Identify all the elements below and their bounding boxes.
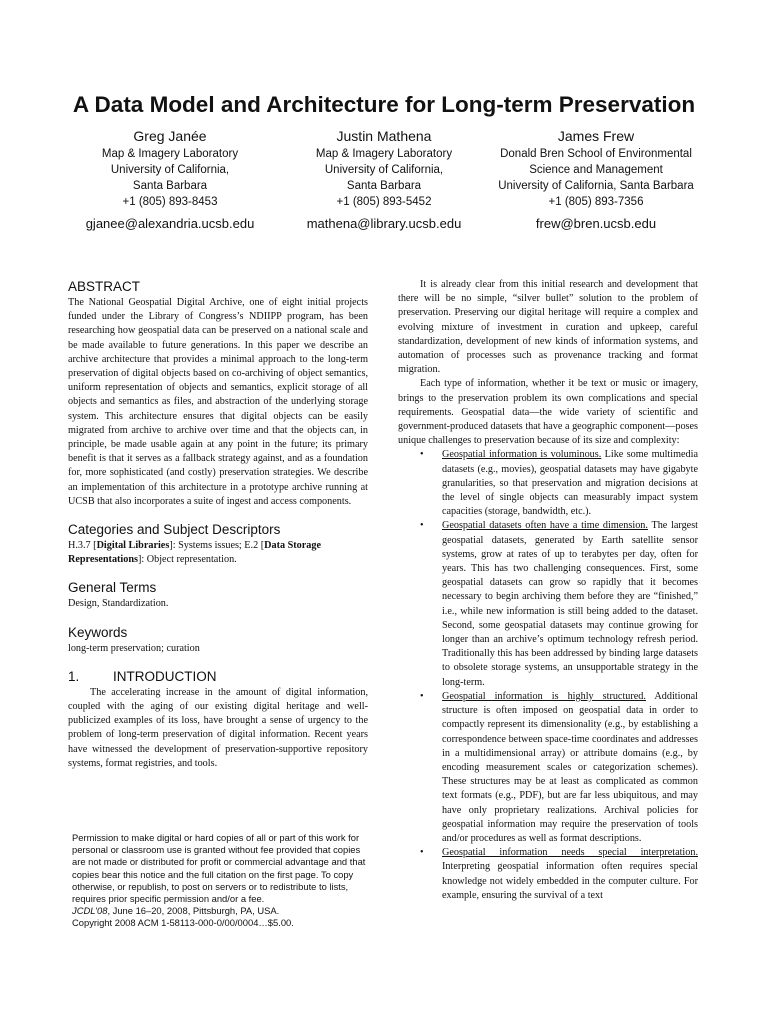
author-affiliation-line: Map & Imagery Laboratory bbox=[101, 148, 239, 160]
author-1 bbox=[60, 126, 280, 232]
author-email: frew@bren.ucsb.edu bbox=[535, 216, 657, 231]
keywords-heading: Keywords bbox=[68, 624, 128, 640]
abstract-text: The National Geospatial Digital Archive, one of eight initial projects funded under the Library of Congress’s NDIIPP program, has been researching how geospatial data can be preserved on a national scale and be made available to future generations. In this paper we describe an archive architecture that provides a minimal approach to the long-term preservation of digital objects based on co-archiving of object semantics, uniform representation of objects and semantics, explicit storage of all objects and semantics as files, and abstraction of the underlying storage system. This architecture ensures that digital objects can be easily migrated from archive to archive over time and that the objects can, in principle, be made usable again at any point in the future; its primary benefit is that it serves as a fallback strategy against, and as a foundation for, more sophisticated (and costly) preservation strategies. We describe an implementation of this architecture in a prototype archive running at UCSB that also incorporates a suite of ingest and access components. bbox=[68, 297, 368, 507]
introduction-text: The accelerating increase in the amount of digital information, coupled with the aging of our existing digital heritage and well-publicized examples of its loss, have brought a sense of urgency to the problem of long-term preservation of digital information. Recent years have witnessed the development of preservation-supportive repository systems, format registries, and tools. bbox=[68, 686, 368, 769]
bullet-icon: • bbox=[420, 690, 424, 702]
author-affiliation-line: Santa Barbara bbox=[132, 180, 208, 192]
right-column bbox=[398, 278, 698, 903]
author-affiliation-line: Map & Imagery Laboratory bbox=[315, 148, 453, 160]
author-affiliation-line: Santa Barbara bbox=[346, 180, 422, 192]
list-item: • Geospatial information is highly structured. Additional structure is often imposed on geospatial data in order to compactly represent its dimensionality (e.g., by establishing a correspondence between space-time coordinates and addresses in a multidimensional array) or attribute domains (e.g., by encoding measurement scales or categorization schemes). These structures may be at least as complicated as common text formats (e.g., PDF), but are far less ubiquitous, and may have only proprietary realizations. Archival policies for geospatial information may require the preservation of tools and/or procedures as well as format descriptions. bbox=[420, 690, 699, 844]
section-title: INTRODUCTION bbox=[113, 668, 217, 684]
paragraph: It is already clear from this initial research and development that there will be no simple, “silver bullet” solution to the problem of preservation. Preserving our digital heritage will require a complex and evolving mixture of investment in curation and upkeep, careful standardization, development of new kinds of information systems, and automation of processes such as provenance tracking and format migration. bbox=[398, 279, 698, 376]
section-number: 1. bbox=[68, 668, 80, 684]
venue-line: JCDL’08, June 16–20, 2008, Pittsburgh, PA, USA. bbox=[72, 905, 280, 917]
left-column bbox=[68, 278, 368, 771]
author-email: gjanee@alexandria.ucsb.edu bbox=[85, 216, 255, 231]
introduction-heading bbox=[68, 668, 368, 686]
author-2 bbox=[274, 126, 494, 232]
paragraph: Each type of information, whether it be text or music or imagery, brings to the preservation problem its own complications and special requirements. Geospatial data—the wide variety of scientific and government-produced datasets that have a geographic component—poses unique challenges to preservation because of its size and complexity: bbox=[398, 378, 698, 447]
permission-notice bbox=[72, 832, 368, 930]
list-item: • Geospatial information is voluminous. Like some multimedia datasets (e.g., movies), geospatial datasets may have gigabyte granularities, so that preservation and migration decisions at the level of single objects can measurably impact system capacities (storage, bandwidth, etc.). bbox=[420, 449, 698, 518]
general-terms-text: Design, Standardization. bbox=[68, 598, 169, 610]
bullet-list bbox=[398, 448, 698, 903]
author-affiliation-line: University of California, bbox=[324, 164, 444, 176]
author-phone: +1 (805) 893-7356 bbox=[548, 196, 644, 208]
bullet-icon: • bbox=[420, 520, 424, 532]
keywords-text: long-term preservation; curation bbox=[68, 642, 200, 654]
author-phone: +1 (805) 893-8453 bbox=[122, 196, 218, 208]
list-item: • Geospatial information needs special interpretation. Interpreting geospatial information often requires special knowledge not widely embedded in the computer culture. For example, ensuring the survival of a text bbox=[420, 847, 698, 901]
author-email: mathena@library.ucsb.edu bbox=[306, 216, 462, 231]
categories-heading: Categories and Subject Descriptors bbox=[68, 522, 281, 538]
author-name: Justin Mathena bbox=[336, 128, 432, 144]
author-name: Greg Janée bbox=[133, 128, 207, 144]
list-item: • Geospatial datasets often have a time dimension. The largest geospatial datasets, generated by Earth satellite sensor systems, grow at rates of up to terabytes per day, often for years. This has two challenging consequences. First, some geospatial datasets can grow so rapidly that it becomes necessary to begin archiving them before they are “finished,” i.e., while new information is still being added to the dataset. Second, some geospatial datasets may continue growing for longer than an archive’s optimum technology refresh period. Traditionally this has been addressed by binding large datasets to obsolete storage systems, an unsupportable strategy in the long-term. bbox=[420, 520, 699, 688]
author-phone: +1 (805) 893-5452 bbox=[336, 196, 432, 208]
paper-title: A Data Model and Architecture for Long-term Preservation bbox=[72, 92, 696, 117]
author-affiliation-line: Donald Bren School of Environmental bbox=[500, 148, 692, 160]
copyright-line: Copyright 2008 ACM 1-58113-000-0/00/0004…$5.00. bbox=[72, 917, 294, 929]
author-name: James Frew bbox=[557, 128, 635, 144]
author-affiliation-line: University of California, Santa Barbara bbox=[498, 180, 694, 192]
author-3 bbox=[478, 126, 714, 232]
abstract-heading: ABSTRACT bbox=[68, 279, 141, 294]
author-affiliation-line: Science and Management bbox=[529, 164, 663, 176]
bullet-icon: • bbox=[420, 449, 424, 461]
author-affiliation-line: University of California, bbox=[110, 164, 230, 176]
bullet-icon: • bbox=[420, 847, 424, 859]
permission-text: Permission to make digital or hard copies of all or part of this work for personal or classroom use is granted without fee provided that copies are not made or distributed for profit or commercial advantage and that copies bear this notice and the full citation on the first page. To copy otherwise, or republish, to post on servers or to redistribute to lists, requires prior specific permission and/or a fee. bbox=[72, 832, 366, 905]
general-terms-heading: General Terms bbox=[68, 580, 157, 596]
categories-text: H.3.7 [Digital Libraries]: Systems issues; E.2 [Data Storage Representations]: Object representation. bbox=[68, 540, 321, 566]
